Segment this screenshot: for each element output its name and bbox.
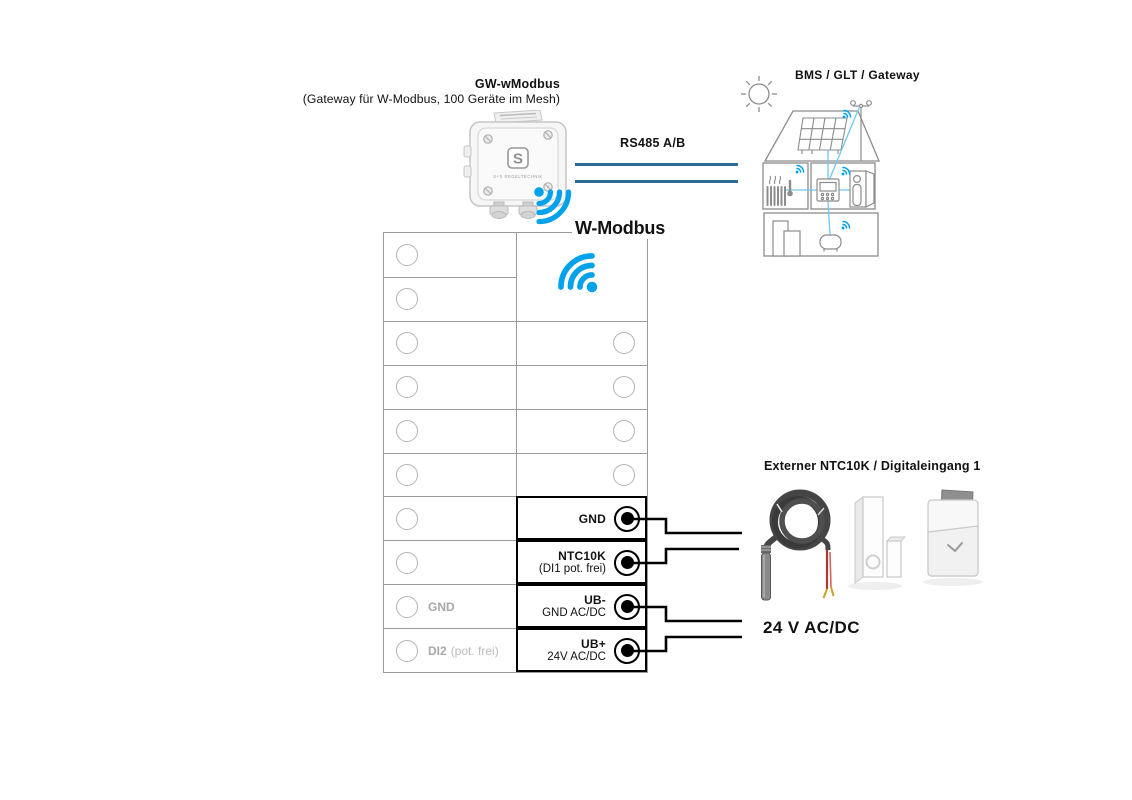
- sensor-lead-wires: [824, 550, 834, 598]
- device-top-sticker: [494, 110, 542, 123]
- rs485-line-a: [575, 163, 738, 166]
- external-heading: Externer NTC10K / Digitaleingang 1: [764, 459, 981, 473]
- door-window-contact-icon: [845, 490, 909, 592]
- wmodbus-radio-cell: [516, 233, 648, 321]
- brand-logo-letter: S: [512, 150, 524, 168]
- brand-line: S+S REGELTECHNIK: [493, 174, 543, 179]
- terminal-hole: [396, 640, 418, 662]
- terminal-cell: [384, 321, 516, 365]
- terminal-hole: [396, 376, 418, 398]
- power-label: 24 V AC/DC: [763, 618, 860, 637]
- wire-gnd: [625, 519, 742, 533]
- terminal-label-ntc10k: NTC10K: [558, 548, 606, 563]
- wire-ub-minus: [625, 607, 742, 621]
- probe-sleeve: [761, 545, 771, 600]
- terminal-sub-ntc10k: (DI1 pot. frei): [538, 563, 606, 576]
- gateway-title: GW-wModbus: [474, 77, 560, 91]
- terminal-cell: [384, 409, 516, 453]
- ntc10k-cable-sensor-icon: [740, 482, 855, 607]
- terminal-hole: [396, 508, 418, 530]
- terminal-cell: [516, 409, 648, 453]
- terminal-cell-gnd-left: [384, 584, 516, 628]
- terminal-sub-ub-plus: 24V AC/DC: [547, 650, 606, 663]
- terminal-hole: [396, 464, 418, 486]
- terminal-hole: [613, 420, 635, 442]
- wmodbus-wifi-icon: [556, 252, 608, 302]
- card-pocket: [928, 526, 978, 576]
- terminal-cell-di2-left: [384, 628, 516, 672]
- solar-panel-icon: [798, 118, 847, 154]
- terminal-hole: [396, 244, 418, 266]
- terminal-hole: [613, 464, 635, 486]
- terminal-cell: [384, 365, 516, 409]
- terminal-sub-ub-minus: GND AC/DC: [542, 606, 606, 619]
- left-di2-label: DI2 (pot. frei): [428, 643, 499, 658]
- wire-ntc10k: [625, 549, 739, 563]
- terminal-hole: [613, 376, 635, 398]
- left-gnd-label: GND: [428, 599, 455, 614]
- terminal-block: [383, 232, 648, 673]
- room-controller-icon: [817, 179, 839, 201]
- rs485-label: RS485 A/B: [620, 136, 686, 150]
- terminal-label-ub-plus: UB+: [581, 636, 606, 651]
- wire-ub-plus: [625, 637, 742, 651]
- gateway-wifi-icon: [526, 181, 574, 225]
- terminal-hole: [396, 332, 418, 354]
- terminal-cell: [384, 233, 516, 277]
- bms-label: BMS / GLT / Gateway: [795, 68, 920, 82]
- terminal-cell: [384, 453, 516, 497]
- terminal-hole: [396, 288, 418, 310]
- terminal-cell: [516, 453, 648, 497]
- terminal-cell: [384, 540, 516, 584]
- terminal-cell: [384, 496, 516, 540]
- terminal-hole: [396, 596, 418, 618]
- terminal-hole: [396, 552, 418, 574]
- sun-icon: [741, 76, 777, 112]
- terminal-cell: [384, 277, 516, 321]
- gateway-title-block: [270, 77, 560, 106]
- terminal-label-gnd: GND: [578, 511, 606, 526]
- terminal-hole: [396, 420, 418, 442]
- terminal-label-ub-minus: UB-: [584, 592, 606, 607]
- wmodbus-label: W-Modbus: [572, 218, 668, 239]
- terminal-cell: [516, 365, 648, 409]
- terminal-hole: [613, 332, 635, 354]
- key-card-switch-icon: [915, 484, 989, 588]
- building-illustration: [740, 70, 935, 262]
- terminal-cell: [516, 321, 648, 365]
- gateway-subtitle: (Gateway für W-Modbus, 100 Geräte im Mesh): [302, 91, 560, 106]
- rs485-line-b: [575, 180, 738, 183]
